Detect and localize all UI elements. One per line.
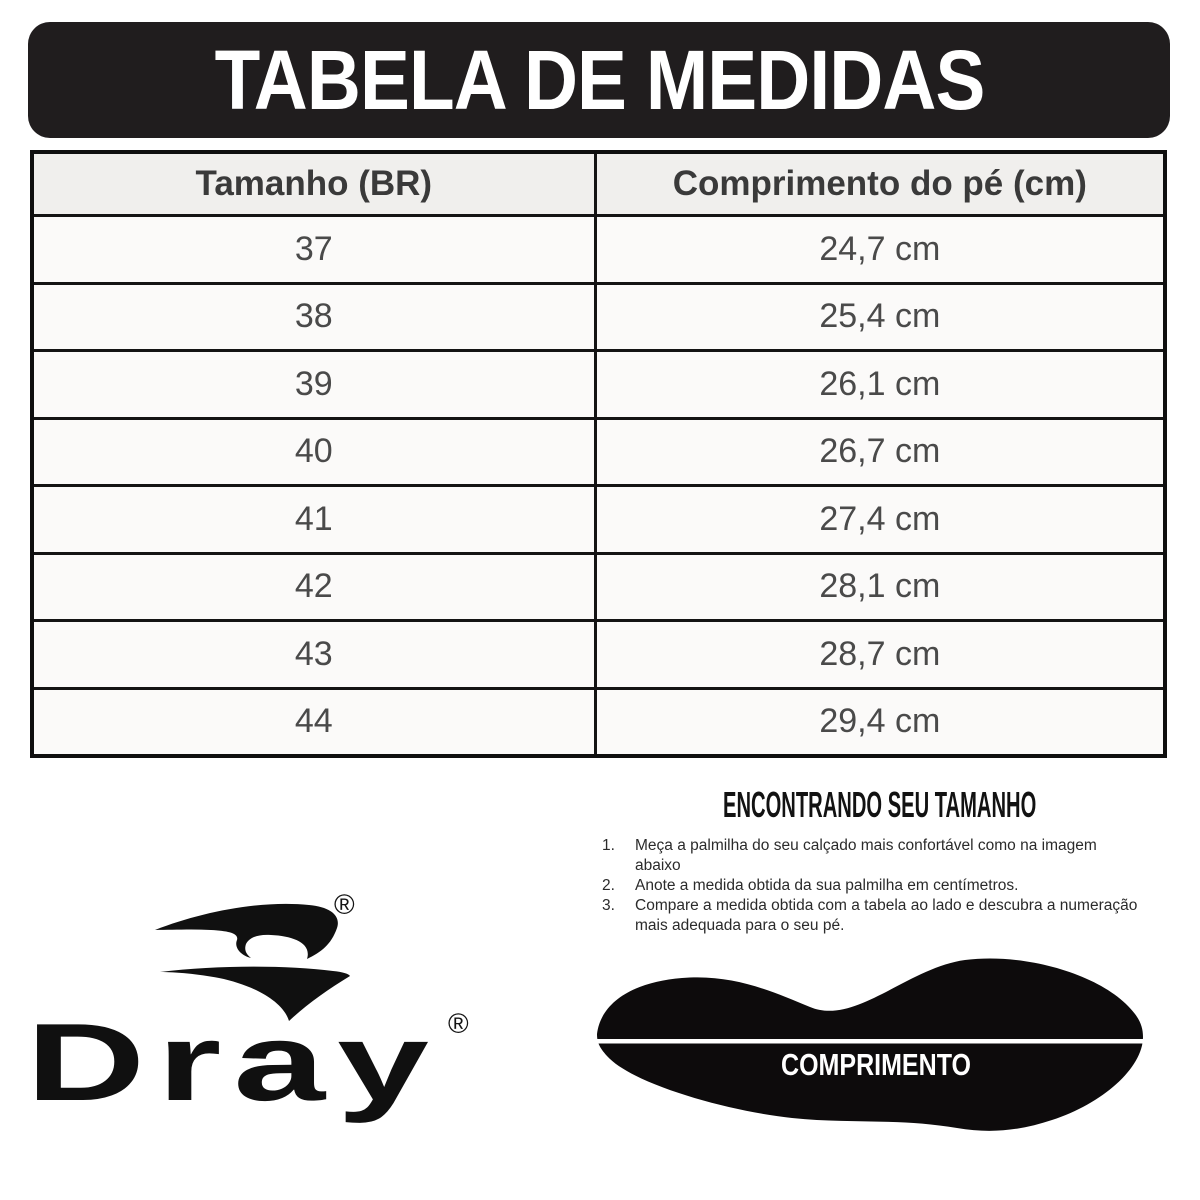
size-cell: 39 xyxy=(32,351,595,419)
item-number: 3. xyxy=(602,897,615,914)
length-cell: 25,4 cm xyxy=(595,283,1165,351)
item-number: 1. xyxy=(602,837,615,854)
table-row xyxy=(32,486,1165,554)
list-item xyxy=(602,876,1147,896)
size-cell: 42 xyxy=(32,553,595,621)
table-row xyxy=(32,216,1165,284)
dray-wordmark: Dray xyxy=(26,1001,441,1124)
length-label: COMPRIMENTO xyxy=(781,1047,971,1082)
table-row xyxy=(32,418,1165,486)
instructions-heading: ENCONTRANDO SEU TAMANHO xyxy=(723,784,1037,825)
size-cell: 38 xyxy=(32,283,595,351)
table-row xyxy=(32,553,1165,621)
size-cell: 37 xyxy=(32,216,595,284)
list-item xyxy=(602,896,1147,936)
insole-icon xyxy=(597,956,1143,1140)
length-cell: 28,7 cm xyxy=(595,621,1165,689)
table-header-row xyxy=(32,152,1165,216)
registered-mark-icon: ® xyxy=(448,1008,469,1039)
item-text: Anote a medida obtida da sua palmilha em centímetros. xyxy=(635,877,1019,894)
item-number: 2. xyxy=(602,877,615,894)
table-row xyxy=(32,283,1165,351)
table-row xyxy=(32,688,1165,756)
length-cell: 24,7 cm xyxy=(595,216,1165,284)
length-column-header: Comprimento do pé (cm) xyxy=(595,152,1165,216)
length-cell: 28,1 cm xyxy=(595,553,1165,621)
item-text: Meça a palmilha do seu calçado mais confortável como na imagem abaixo xyxy=(635,837,1097,874)
size-table xyxy=(30,150,1167,758)
list-item xyxy=(602,836,1147,876)
size-column-header: Tamanho (BR) xyxy=(32,152,595,216)
size-cell: 41 xyxy=(32,486,595,554)
page-title: TABELA DE MEDIDAS xyxy=(214,33,984,127)
length-cell: 27,4 cm xyxy=(595,486,1165,554)
item-text: Compare a medida obtida com a tabela ao lado e descubra a numeração mais adequada para o seu pé. xyxy=(635,897,1138,934)
length-cell: 29,4 cm xyxy=(595,688,1165,756)
instructions-list xyxy=(602,836,1147,936)
table-row xyxy=(32,621,1165,689)
registered-mark-icon: ® xyxy=(334,889,355,920)
measurement-line xyxy=(597,1039,1143,1044)
title-banner xyxy=(28,22,1170,138)
size-cell: 40 xyxy=(32,418,595,486)
table-row xyxy=(32,351,1165,419)
length-cell: 26,7 cm xyxy=(595,418,1165,486)
length-cell: 26,1 cm xyxy=(595,351,1165,419)
size-cell: 43 xyxy=(32,621,595,689)
size-cell: 44 xyxy=(32,688,595,756)
